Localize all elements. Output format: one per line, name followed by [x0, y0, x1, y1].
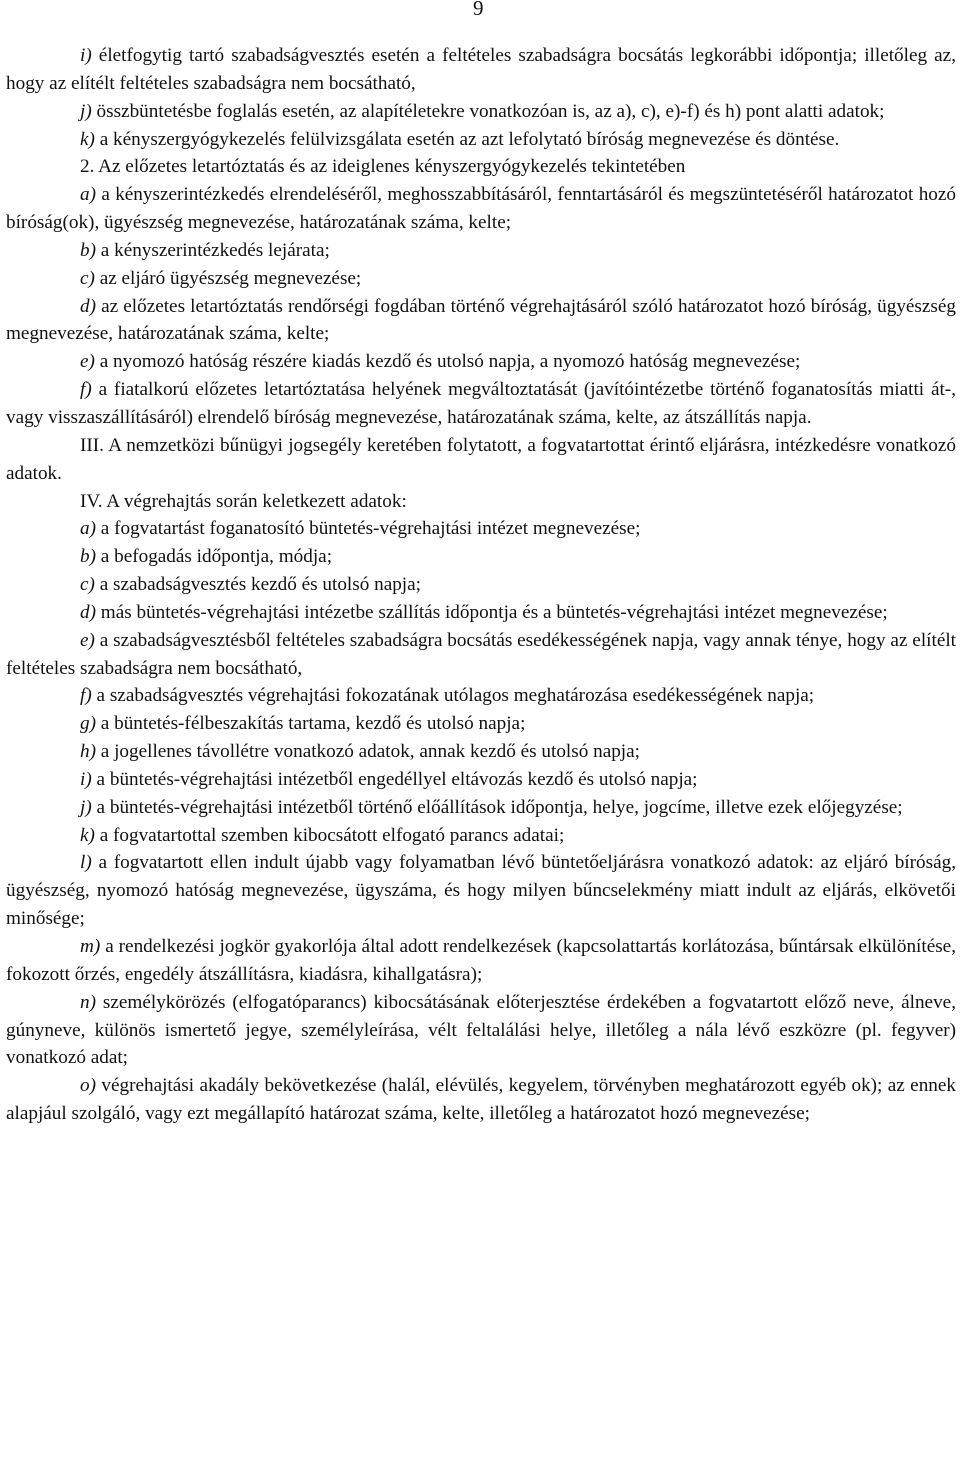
paragraph-text: az eljáró ügyészség megnevezése; [94, 267, 362, 289]
item-label: i) [80, 768, 92, 790]
item-label: f) [80, 379, 92, 401]
paragraph-text: III. A nemzetközi bűnügyi jogsegély keretében folytatott, a fogvatartottat érintő eljárásra, intézkedésre vonatkozó adatok. [6, 434, 956, 484]
paragraph-text: a büntetés-végrehajtási intézetből történő előállítások időpontja, helye, jogcíme, illetve ezek előjegyzése; [91, 796, 903, 818]
paragraph [6, 153, 956, 181]
paragraph-text: a szabadságvesztés végrehajtási fokozatának utólagos meghatározása esedékességének napja; [91, 685, 815, 707]
paragraph-text: a nyomozó hatóság részére kiadás kezdő és utolsó napja, a nyomozó hatóság megnevezése; [94, 351, 801, 373]
paragraph [6, 849, 956, 933]
paragraph [6, 515, 956, 543]
item-label: l) [80, 852, 92, 874]
paragraph-text: a szabadságvesztésből feltételes szabadságra bocsátás esedékességének napja, vagy annak ténye, hogy az elítélt feltételes szabadságra nem bocsátható, [6, 629, 956, 679]
paragraph-text: a jogellenes távollétre vonatkozó adatok, annak kezdő és utolsó napja; [95, 741, 640, 763]
paragraph-text: a kényszerintézkedés lejárata; [95, 239, 330, 261]
item-label: b) [80, 546, 96, 568]
item-label: e) [80, 351, 95, 373]
paragraph [6, 766, 956, 794]
item-label: n) [80, 991, 96, 1013]
paragraph-text: a befogadás időpontja, módja; [95, 546, 333, 568]
paragraph-text: a fogvatartottal szemben kibocsátott elfogató parancs adatai; [94, 824, 565, 846]
paragraph-text: összbüntetésbe foglalás esetén, az alapítéletekre vonatkozóan is, az a), c), e)-f) és h) pont alatti adatok; [91, 100, 885, 122]
paragraph-text: a büntetés-félbeszakítás tartama, kezdő és utolsó napja; [95, 713, 526, 735]
item-label: a) [80, 518, 96, 540]
item-label: e) [80, 629, 95, 651]
paragraph [6, 488, 956, 516]
paragraph-text: végrehajtási akadály bekövetkezése (halál, elévülés, kegyelem, törvényben meghatározott egyéb ok); az ennek alapjául szolgáló, vagy ezt megállapító határozat száma, kelte, illetőleg a határozatot hozó megnevezése; [6, 1075, 956, 1125]
paragraph-text: a kényszerintézkedés elrendeléséről, meghosszabbításáról, fenntartásáról és megszüntetéséről határozatot hozó bíróság(ok), ügyészség megnevezése, határozatának száma, kelte; [6, 184, 956, 234]
item-label: g) [80, 713, 96, 735]
paragraph [6, 126, 956, 154]
paragraph-text: személykörözés (elfogatóparancs) kibocsátásának előterjesztése érdekében a fogvatartott előző neve, álneve, gúnyneve, különös ismertető jegye, személyleírása, vélt feltalálási helye, illetőleg a nála lévő eszközre (pl. fegyver) vonatkozó adat; [6, 991, 956, 1069]
paragraph [6, 738, 956, 766]
paragraph-text: más büntetés-végrehajtási intézetbe szállítás időpontja és a büntetés-végrehajtási intézet megnevezése; [95, 601, 888, 623]
paragraph [6, 710, 956, 738]
paragraph [6, 348, 956, 376]
paragraph [6, 627, 956, 683]
item-label: d) [80, 295, 96, 317]
paragraph-text: a szabadságvesztés kezdő és utolsó napja; [94, 574, 421, 596]
item-label: j) [80, 796, 92, 818]
paragraph [6, 543, 956, 571]
paragraph [6, 237, 956, 265]
paragraph [6, 571, 956, 599]
paragraph [6, 794, 956, 822]
item-label: b) [80, 239, 96, 261]
item-label: f) [80, 685, 92, 707]
item-label: c) [80, 267, 95, 289]
paragraph [6, 98, 956, 126]
paragraph-text: a fogvatartott ellen indult újabb vagy folyamatban lévő büntetőeljárásra vonatkozó adatok: az eljáró bíróság, ügyészség, nyomozó hatóság megnevezése, ügyszáma, és hogy milyen bűncselekmény miatt indult az eljárás, elkövetői minősége; [6, 852, 956, 930]
paragraph [6, 376, 956, 432]
paragraph [6, 989, 956, 1073]
paragraph [6, 42, 956, 98]
paragraph-text: életfogytig tartó szabadságvesztés esetén a feltételes szabadságra bocsátás legkorábbi időpontja; illetőleg az, hogy az elítélt feltételes szabadságra nem bocsátható, [6, 45, 956, 94]
paragraph [6, 599, 956, 627]
paragraph [6, 933, 956, 989]
paragraph-text: IV. A végrehajtás során keletkezett adatok: [80, 490, 407, 512]
paragraph-text: a fiatalkorú előzetes letartóztatása helyének megváltoztatását (javítóintézetbe történő foganatosítás miatti át-, vagy visszaszállításáról) elrendelő bíróság megnevezése, határozatának száma, kelte, az átszállítás napja. [6, 379, 956, 428]
paragraph-text: a fogvatartást foganatosító büntetés-végrehajtási intézet megnevezése; [95, 518, 641, 540]
item-label: m) [80, 936, 101, 957]
item-label: i) [80, 45, 92, 66]
item-label: d) [80, 601, 96, 623]
item-label: j) [80, 100, 92, 122]
body-text [6, 42, 956, 1128]
item-label: a) [80, 184, 96, 206]
item-label: c) [80, 574, 95, 596]
paragraph-text: a kényszergyógykezelés felülvizsgálata esetén az azt lefolytató bíróság megnevezése és döntése. [94, 128, 840, 150]
item-label: h) [80, 741, 96, 763]
paragraph [6, 181, 956, 237]
paragraph [6, 265, 956, 293]
paragraph [6, 682, 956, 710]
paragraph [6, 293, 956, 349]
paragraph [6, 432, 956, 488]
paragraph-text: 2. Az előzetes letartóztatás és az ideiglenes kényszergyógykezelés tekintetében [80, 156, 686, 178]
paragraph-text: a rendelkezési jogkör gyakorlója által adott rendelkezések (kapcsolattartás korlátozása, bűntársak elkülönítése, fokozott őrzés, engedély átszállításra, kiadásra, kihallgatásra); [6, 936, 956, 985]
paragraph-text: a büntetés-végrehajtási intézetből engedéllyel eltávozás kezdő és utolsó napja; [91, 768, 698, 790]
page-number: 9 [473, 0, 484, 20]
paragraph [6, 1072, 956, 1128]
item-label: k) [80, 128, 95, 150]
item-label: k) [80, 824, 95, 846]
paragraph [6, 822, 956, 850]
item-label: o) [80, 1075, 96, 1097]
paragraph-text: az előzetes letartóztatás rendőrségi fogdában történő végrehajtásáról szóló határozatot hozó bíróság, ügyészség megnevezése, határozatának száma, kelte; [6, 295, 956, 345]
